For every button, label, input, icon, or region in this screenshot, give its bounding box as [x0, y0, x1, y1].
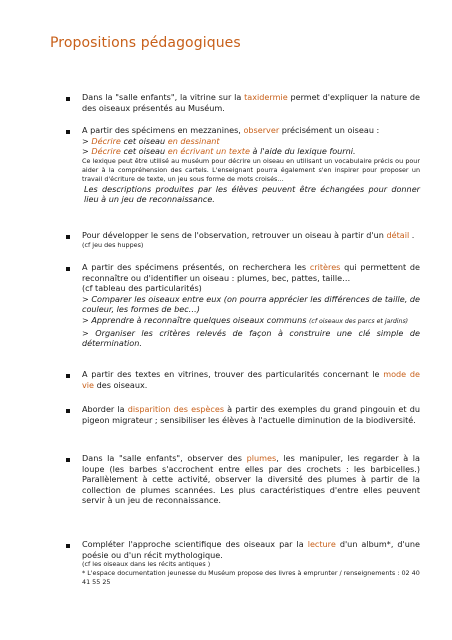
- keyword-lecture: lecture: [307, 539, 336, 549]
- bullet-8-marker: [66, 544, 70, 548]
- keyword-criteres: critères: [309, 262, 341, 272]
- bullet-6-marker: [66, 409, 70, 413]
- bullet-2-marker: [66, 130, 70, 134]
- bullet-7-plumes: Dans la "salle enfants", observer des plumes, les manipuler, les regarder à la loupe (les barbes s'accrochent entre elles par des crochets : les barbicelles.) Parallèlement à cette activité, observer la diversité des plumes à partir de la collection de plumes scannées. Les plus caractéristiques d'entre elles peuvent servir à un jeu de reconnaissance.: [82, 453, 420, 506]
- keyword-plumes: plumes: [246, 453, 277, 463]
- bullet-5-marker: [66, 374, 70, 378]
- bullet-3-detail: Pour développer le sens de l'observation, retrouver un oiseau à partir d'un détail . (cf jeu des huppes): [82, 230, 415, 249]
- documentation-footnote: * L'espace documentation jeunesse du Muséum propose des livres à emprunter / renseignements : 02 40 41 55 25: [82, 569, 420, 587]
- bullet-6-disparition: Aborder la disparition des espèces à partir des exemples du grand pingouin et du pigeon migrateur ; sensibiliser les élèves à l'actuelle diminution de la biodiversité.: [82, 404, 420, 425]
- lexique-note: Ce lexique peut être utilisé au muséum pour décrire un oiseau en utilisant un vocabulaire précis ou pour aider à la compréhension des cartels. L'enseignant pourra également s'en inspirer pour proposer un travail d'écriture de texte, un jeu sous forme de mots croisés…: [82, 156, 420, 183]
- page-title: Propositions pédagogiques: [50, 35, 241, 51]
- keyword-taxidermie: taxidermie: [244, 92, 288, 102]
- bullet-4-criteres: A partir des spécimens présentés, on recherchera les critères qui permettent de reconnaître ou d'identifier un oiseau : plumes, bec, pattes, taille… (cf tableau des particularités) > Comparer les oiseaux entre eux (on pourra apprécier les différences de taille, de couleur, les formes de bec…) > Apprendre à reconnaître quelques oiseaux communs (cf oiseaux des parcs et jardins) > Organiser les critères relevés de façon à construire une clé simple de détermination.: [82, 262, 420, 349]
- bullet-4-marker: [66, 267, 70, 271]
- bullet-7-marker: [66, 458, 70, 462]
- bullet-1-marker: [66, 97, 70, 101]
- bullet-2-observer: A partir des spécimens en mezzanines, observer précisément un oiseau : > Décrire cet oiseau en dessinant > Décrire cet oiseau en écrivant un texte à l'aide du lexique fourni. Ce lexique peut être utilisé au muséum pour décrire un oiseau en utilisant un vocabulaire précis ou pour aider à la compréhension des cartels. L'enseignant pourra également s'en inspirer pour proposer un travail d'écriture de texte, un jeu sous forme de mots croisés… Les descriptions produites par les élèves peuvent être échangées pour donner lieu à un jeu de reconnaissance.: [82, 125, 420, 205]
- bullet-5-mode-de-vie: A partir des textes en vitrines, trouver des particularités concernant le mode de vie des oiseaux.: [82, 369, 421, 390]
- descriptions-note: Les descriptions produites par les élèves peuvent être échangées pour donner lieu à un jeu de reconnaissance.: [84, 183, 420, 205]
- keyword-disparition: disparition des espèces: [127, 404, 225, 414]
- bullet-8-lecture: Compléter l'approche scientifique des oiseaux par la lecture d'un album*, d'une poésie ou d'un récit mythologique. (cf les oiseaux dans les récits antiques ) * L'espace documentation jeunesse du Muséum propose des livres à emprunter / renseignements : 02 40 41 55 25: [82, 539, 421, 587]
- keyword-detail: détail: [386, 230, 410, 240]
- bullet-1-taxidermie: Dans la "salle enfants", la vitrine sur la taxidermie permet d'expliquer la nature de des oiseaux présentés au Muséum.: [82, 92, 420, 113]
- bullet-3-marker: [66, 235, 70, 239]
- keyword-observer: observer: [243, 125, 280, 135]
- keyword-mode-de-vie: mode de vie: [82, 369, 421, 390]
